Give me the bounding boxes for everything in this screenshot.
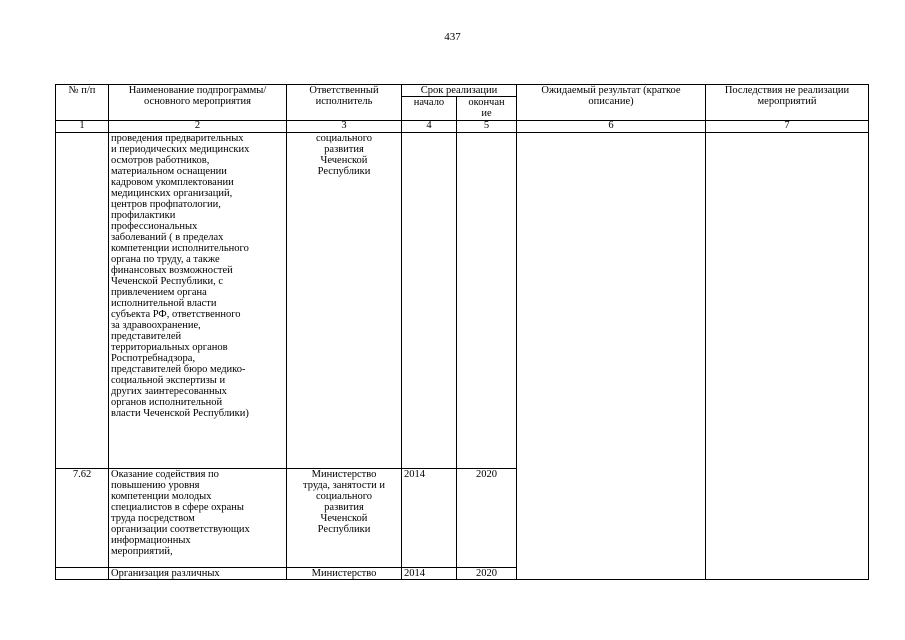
consequences-cell (706, 133, 869, 580)
header-end: окончан ие (457, 97, 517, 121)
row-num (56, 568, 109, 580)
header-num: № п/п (56, 85, 109, 121)
column-number-row (56, 121, 869, 133)
header-start: начало (402, 97, 457, 121)
table-row (56, 133, 869, 469)
row-end: 2020 (457, 568, 517, 580)
row-end: 2020 (457, 469, 517, 568)
column-number: 3 (287, 121, 402, 133)
row-start: 2014 (402, 568, 457, 580)
column-number: 5 (457, 121, 517, 133)
column-number: 6 (517, 121, 706, 133)
column-number: 7 (706, 121, 869, 133)
row-start (402, 133, 457, 469)
row-executor: Министерство (311, 568, 377, 579)
row-num (56, 133, 109, 469)
row-name: Оказание содействия по повышению уровня компетенции молодых специалистов в сфере охраны труда посредством организации соответствующих информационных мероприятий, (109, 469, 287, 568)
column-number: 2 (109, 121, 287, 133)
header-row-1 (56, 85, 869, 97)
result-cell (517, 133, 706, 580)
column-number: 1 (56, 121, 109, 133)
row-num: 7.62 (56, 469, 109, 568)
program-table (55, 84, 869, 580)
header-executor: Ответственный исполнитель (287, 85, 402, 121)
row-executor: социального развития Чеченской Республики (287, 133, 402, 469)
header-consequences: Последствия не реализации мероприятий (706, 85, 869, 121)
row-name: Организация различных (111, 568, 220, 579)
row-executor: Министерство труда, занятости и социального развития Чеченской Республики (287, 469, 402, 568)
row-end (457, 133, 517, 469)
header-result: Ожидаемый результат (краткое описание) (517, 85, 706, 121)
row-name: проведения предварительных и периодических медицинских осмотров работников, материальном оснащении кадровом укомплектовании медицинских организаций, центров профпатологии, профилактики профессиональных заболеваний ( в пределах компетенции исполнительного органа по труду, а также финансовых возможностей Чеченской Республики, с привлечением органа исполнительной власти субъекта РФ, ответственного за здравоохранение, представителей территориальных органов Роспотребнадзора, представителей бюро медико- социальной экспертизы и других заинтересованных органов исполнительной власти Чеченской Республики) (109, 133, 287, 469)
page-number: 437 (444, 31, 461, 43)
column-number: 4 (402, 121, 457, 133)
header-name: Наименование подпрограммы/ основного мероприятия (109, 85, 287, 121)
header-term: Срок реализации (402, 85, 517, 97)
row-start: 2014 (402, 469, 457, 568)
